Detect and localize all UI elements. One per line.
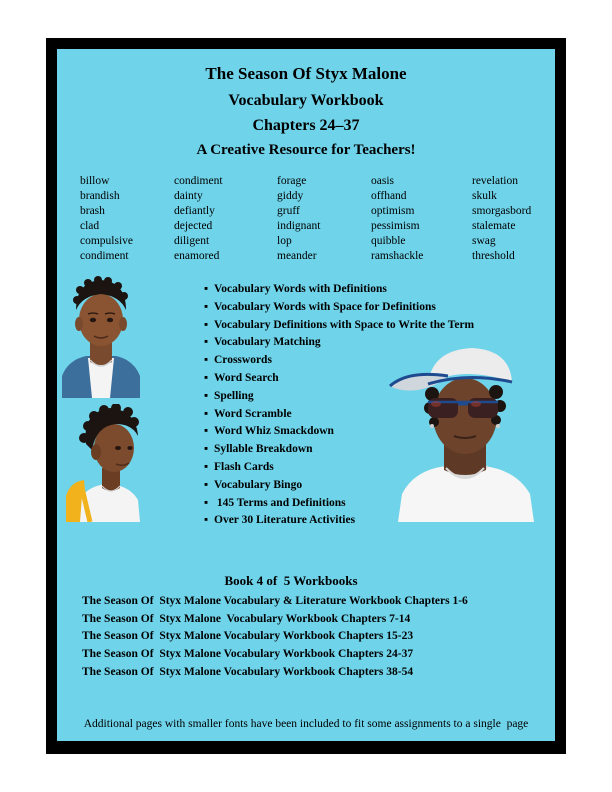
vocab-word: gruff (277, 205, 300, 217)
book-count (57, 573, 555, 589)
vocab-word: dejected (174, 220, 213, 232)
vocab-word: brash (80, 205, 105, 217)
bullet-icon: ▪ (204, 514, 209, 527)
bullet-icon: ▪ (204, 318, 209, 331)
boy-blue-hoodie-illustration (60, 276, 142, 398)
vocab-word: smorgasbord (472, 205, 532, 217)
feature-label: Vocabulary Bingo (214, 478, 303, 491)
feature-item (204, 406, 504, 424)
bullet-icon: ▪ (204, 425, 209, 438)
vocab-column-2 (174, 174, 277, 264)
vocab-word: stalemate (472, 220, 516, 232)
workbook-item: The Season Of Styx Malone Vocabulary Workbook Chapters 15-23 (82, 630, 414, 643)
book-title: The Season Of Styx Malone (205, 64, 407, 83)
feature-label: Crosswords (214, 354, 272, 367)
feature-label: Over 30 Literature Activities (214, 514, 356, 527)
bullet-icon: ▪ (204, 371, 209, 384)
feature-label: Vocabulary Words with Space for Definitions (214, 300, 436, 313)
vocab-word: meander (277, 250, 317, 262)
vocab-word: diligent (174, 235, 210, 247)
vocab-word: giddy (277, 190, 304, 202)
vocab-word: lop (277, 235, 292, 247)
chapter-range: Chapters 24–37 (252, 117, 360, 134)
vocab-word: condiment (80, 250, 129, 262)
feature-label: Flash Cards (214, 460, 274, 473)
feature-item (204, 441, 504, 459)
feature-item (204, 370, 504, 388)
vocab-word: swag (472, 235, 496, 247)
vocab-word: defiantly (174, 205, 215, 217)
feature-label: Spelling (214, 389, 254, 402)
feature-item (204, 459, 504, 477)
vocab-word: oasis (371, 175, 394, 187)
vocab-word: clad (80, 220, 100, 232)
vocab-word: billow (80, 175, 110, 187)
vocab-word: indignant (277, 220, 321, 232)
feature-label: Word Scramble (214, 407, 292, 420)
vocab-word: compulsive (80, 235, 134, 247)
bullet-icon: ▪ (204, 443, 209, 456)
workbook-item: The Season Of Styx Malone Vocabulary Workbook Chapters 38-54 (82, 665, 414, 678)
footer-note: Additional pages with smaller fonts have been included to fit some assignments to a single page (83, 718, 529, 730)
bullet-icon: ▪ (204, 407, 209, 420)
vocab-column-1 (80, 174, 174, 264)
bullet-icon: ▪ (204, 300, 209, 313)
feature-item (204, 281, 504, 299)
bullet-icon: ▪ (204, 478, 209, 491)
vocab-word: optimism (371, 205, 415, 217)
feature-label: Word Search (214, 371, 279, 384)
bullet-icon: ▪ (204, 336, 209, 349)
bullet-icon: ▪ (204, 496, 209, 509)
feature-label: Vocabulary Definitions with Space to Write the Term (214, 318, 475, 331)
workbook-item: The Season Of Styx Malone Vocabulary Workbook Chapters 24-37 (82, 648, 414, 661)
workbook-subtitle: Vocabulary Workbook (228, 92, 384, 109)
vocab-word: forage (277, 175, 307, 187)
vocab-word: dainty (174, 190, 203, 202)
feature-label: Vocabulary Words with Definitions (214, 283, 387, 295)
workbook-item: The Season Of Styx Malone Vocabulary Workbook Chapters 7-14 (82, 612, 411, 625)
workbook-item: The Season Of Styx Malone Vocabulary & Literature Workbook Chapters 1-6 (82, 595, 468, 607)
book-count-label: Book 4 of 5 Workbooks (224, 573, 358, 588)
workbook-series-list (82, 593, 552, 681)
feature-item (204, 317, 504, 335)
vocab-word: skulk (472, 190, 497, 202)
feature-label: Word Whiz Smackdown (214, 425, 334, 438)
feature-label: Syllable Breakdown (214, 443, 313, 456)
vocab-word: ramshackle (371, 250, 424, 262)
vocab-word: condiment (174, 175, 223, 187)
vocab-word: enamored (174, 250, 220, 262)
feature-item (204, 299, 504, 317)
feature-item (204, 495, 504, 513)
feature-item (204, 388, 504, 406)
vocab-column-3 (277, 174, 371, 264)
bullet-icon: ▪ (204, 389, 209, 402)
feature-item (204, 352, 504, 370)
feature-item (204, 334, 504, 352)
vocab-column-4 (371, 174, 472, 264)
vocab-word: pessimism (371, 220, 420, 232)
vocab-word: revelation (472, 175, 518, 187)
feature-item (204, 423, 504, 441)
feature-item (204, 477, 504, 495)
vocab-word: quibble (371, 235, 406, 247)
tagline: A Creative Resource for Teachers! (196, 142, 416, 158)
boy-backpack-illustration (66, 404, 146, 522)
vocab-word: offhand (371, 190, 407, 202)
bullet-icon: ▪ (204, 283, 209, 295)
vocab-word: threshold (472, 250, 515, 262)
bullet-icon: ▪ (204, 460, 209, 473)
feature-label: Vocabulary Matching (214, 336, 321, 349)
vocab-word: brandish (80, 190, 120, 202)
feature-list (204, 281, 504, 530)
vocab-column-5 (472, 174, 550, 264)
bullet-icon: ▪ (204, 354, 209, 367)
vocabulary-word-list (80, 174, 550, 264)
feature-item (204, 512, 504, 530)
feature-label: 145 Terms and Definitions (214, 496, 346, 509)
